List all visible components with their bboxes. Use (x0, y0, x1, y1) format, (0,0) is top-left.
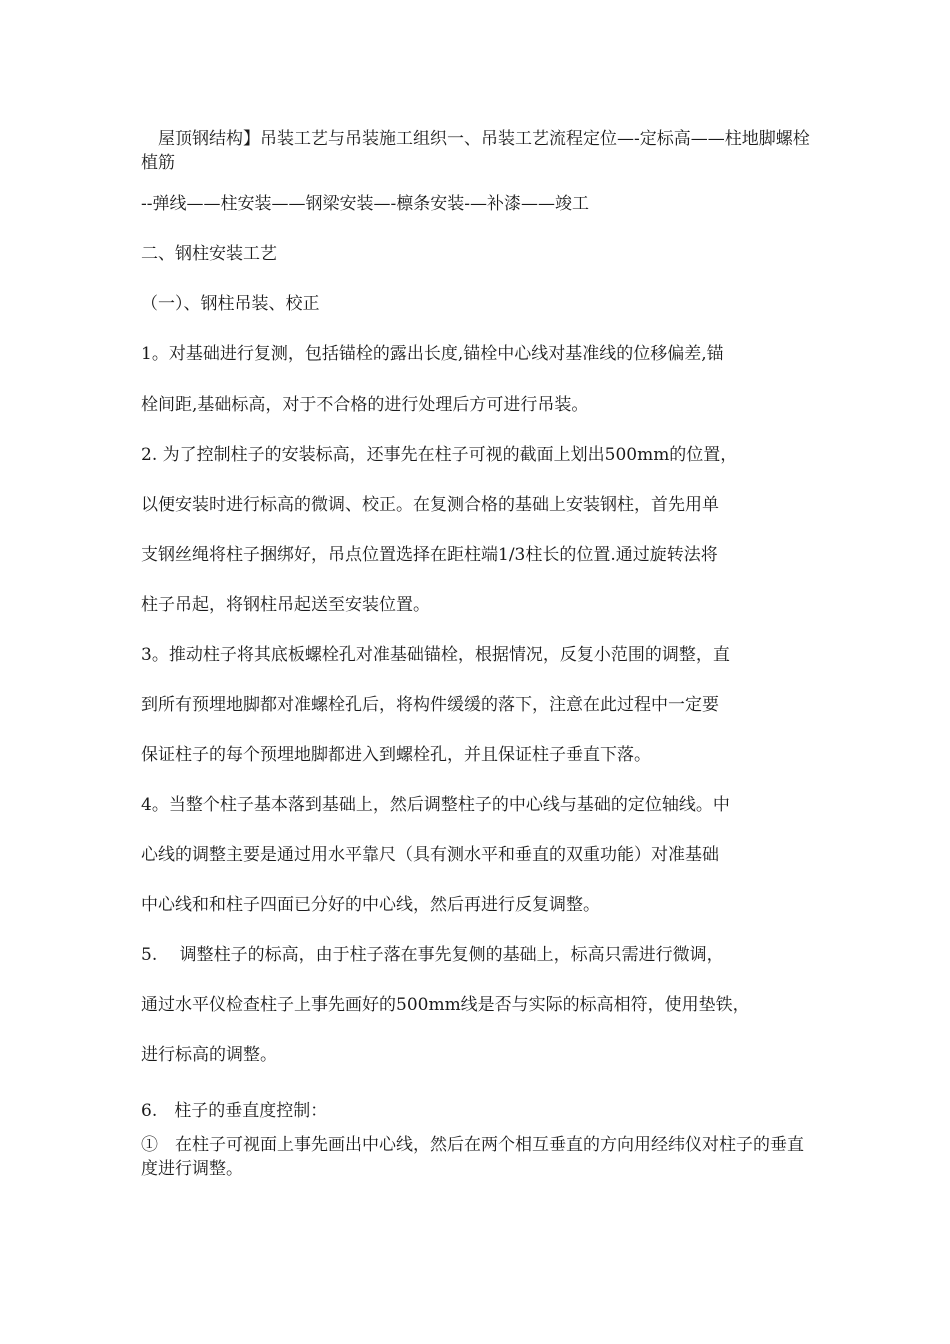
item-6-heading: 6. 柱子的垂直度控制： (141, 1101, 328, 1121)
item-3-line-3: 保证柱子的每个预埋地脚都进入到螺栓孔，并且保证柱子垂直下落。 (141, 745, 651, 765)
item-4-line-2: 心线的调整主要是通过用水平靠尺（具有测水平和垂直的双重功能）对准基础 (141, 845, 719, 865)
item-3-line-1: 3。推动柱子将其底板螺栓孔对准基础锚栓，根据情况，反复小范围的调整，直 (141, 645, 730, 665)
item-2-line-4: 柱子吊起，将钢柱吊起送至安装位置。 (141, 595, 430, 615)
item-5-line-3: 进行标高的调整。 (141, 1045, 277, 1065)
item-5-line-2: 通过水平仪检查柱子上事先画好的500mm线是否与实际的标高相符，使用垫铁， (141, 995, 750, 1015)
item-2-line-3: 支钢丝绳将柱子捆绑好，吊点位置选择在距柱端1/3柱长的位置.通过旋转法将 (141, 545, 718, 565)
item-4-line-1: 4。当整个柱子基本落到基础上，然后调整柱子的中心线与基础的定位轴线。中 (141, 795, 730, 815)
title-paragraph: 屋顶钢结构】吊装工艺与吊装施工组织一、吊装工艺流程定位—-定标高——柱地脚螺栓植筋 (141, 129, 810, 173)
item-5-line-1: 5. 调整柱子的标高，由于柱子落在事先复侧的基础上，标高只需进行微调， (141, 945, 724, 965)
subsection-heading: （一）、钢柱吊装、校正 (141, 294, 320, 314)
item-6-sub-1: ① 在柱子可视面上事先画出中心线，然后在两个相互垂直的方向用经纬仪对柱子的垂直度进行调整。 (141, 1135, 804, 1179)
item-1-line-1: 1。对基础进行复测，包括锚栓的露出长度,锚栓中心线对基准线的位移偏差,锚 (141, 344, 724, 364)
item-1-line-2: 栓间距,基础标高，对于不合格的进行处理后方可进行吊装。 (141, 395, 589, 415)
item-2-line-2: 以便安装时进行标高的微调、校正。在复测合格的基础上安装钢柱，首先用单 (141, 495, 719, 515)
item-4-line-3: 中心线和和柱子四面已分好的中心线，然后再进行反复调整。 (141, 895, 600, 915)
flow-line: --弹线——柱安装——钢梁安装—-檩条安装-—补漆——竣工 (141, 194, 589, 214)
section-heading: 二、钢柱安装工艺 (141, 244, 277, 264)
item-2-line-1: 2. 为了控制柱子的安装标高，还事先在柱子可视的截面上划出500mm的位置， (141, 445, 738, 465)
item-3-line-2: 到所有预埋地脚都对准螺栓孔后，将构件缓缓的落下，注意在此过程中一定要 (141, 695, 719, 715)
